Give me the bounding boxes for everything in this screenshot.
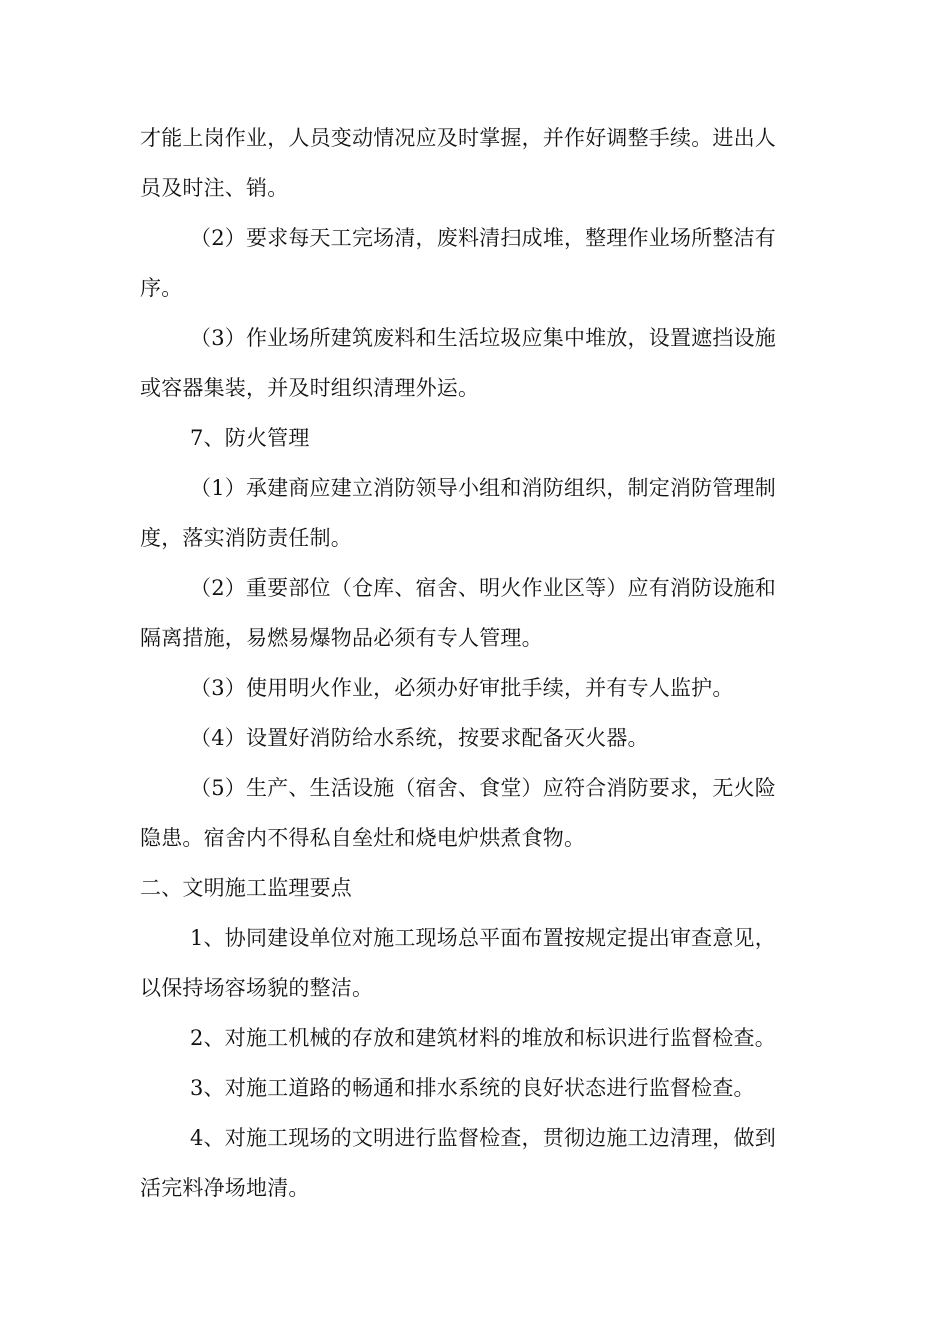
text-line: （2）重要部位（仓库、宿舍、明火作业区等）应有消防设施和 (190, 576, 776, 600)
text-line: 4、对施工现场的文明进行监督检查，贯彻边施工边清理，做到 (190, 1126, 776, 1150)
text-line: 隐患。宿舍内不得私自垒灶和烧电炉烘煮食物。 (140, 826, 586, 850)
text-line: 活完料净场地清。 (140, 1176, 310, 1200)
text-line: 度，落实消防责任制。 (140, 526, 352, 550)
document-page (140, 113, 820, 1213)
text-line: 3、对施工道路的畅通和排水系统的良好状态进行监督检查。 (190, 1076, 755, 1100)
text-line: 1、协同建设单位对施工现场总平面布置按规定提出审查意见， (190, 926, 776, 950)
section-heading: 二、文明施工监理要点 (140, 876, 352, 900)
text-line: 或容器集装，并及时组织清理外运。 (140, 376, 480, 400)
text-line: 序。 (140, 276, 183, 300)
text-line: 2、对施工机械的存放和建筑材料的堆放和标识进行监督检查。 (190, 1026, 776, 1050)
text-line: 以保持场容场貌的整洁。 (140, 976, 374, 1000)
text-line: （4）设置好消防给水系统，按要求配备灭火器。 (190, 726, 649, 750)
text-line: （5）生产、生活设施（宿舍、食堂）应符合消防要求，无火险 (190, 776, 776, 800)
text-line: 才能上岗作业，人员变动情况应及时掌握，并作好调整手续。进出人 (140, 126, 776, 150)
text-line: （1）承建商应建立消防领导小组和消防组织，制定消防管理制 (190, 476, 776, 500)
section-heading: 7、防火管理 (190, 426, 310, 450)
text-line: 隔离措施，易燃易爆物品必须有专人管理。 (140, 626, 543, 650)
text-line: （3）使用明火作业，必须办好审批手续，并有专人监护。 (190, 676, 734, 700)
text-line: （3）作业场所建筑废料和生活垃圾应集中堆放，设置遮挡设施 (190, 326, 776, 350)
text-line: （2）要求每天工完场清，废料清扫成堆，整理作业场所整洁有 (190, 226, 776, 250)
text-line: 员及时注、销。 (140, 176, 289, 200)
